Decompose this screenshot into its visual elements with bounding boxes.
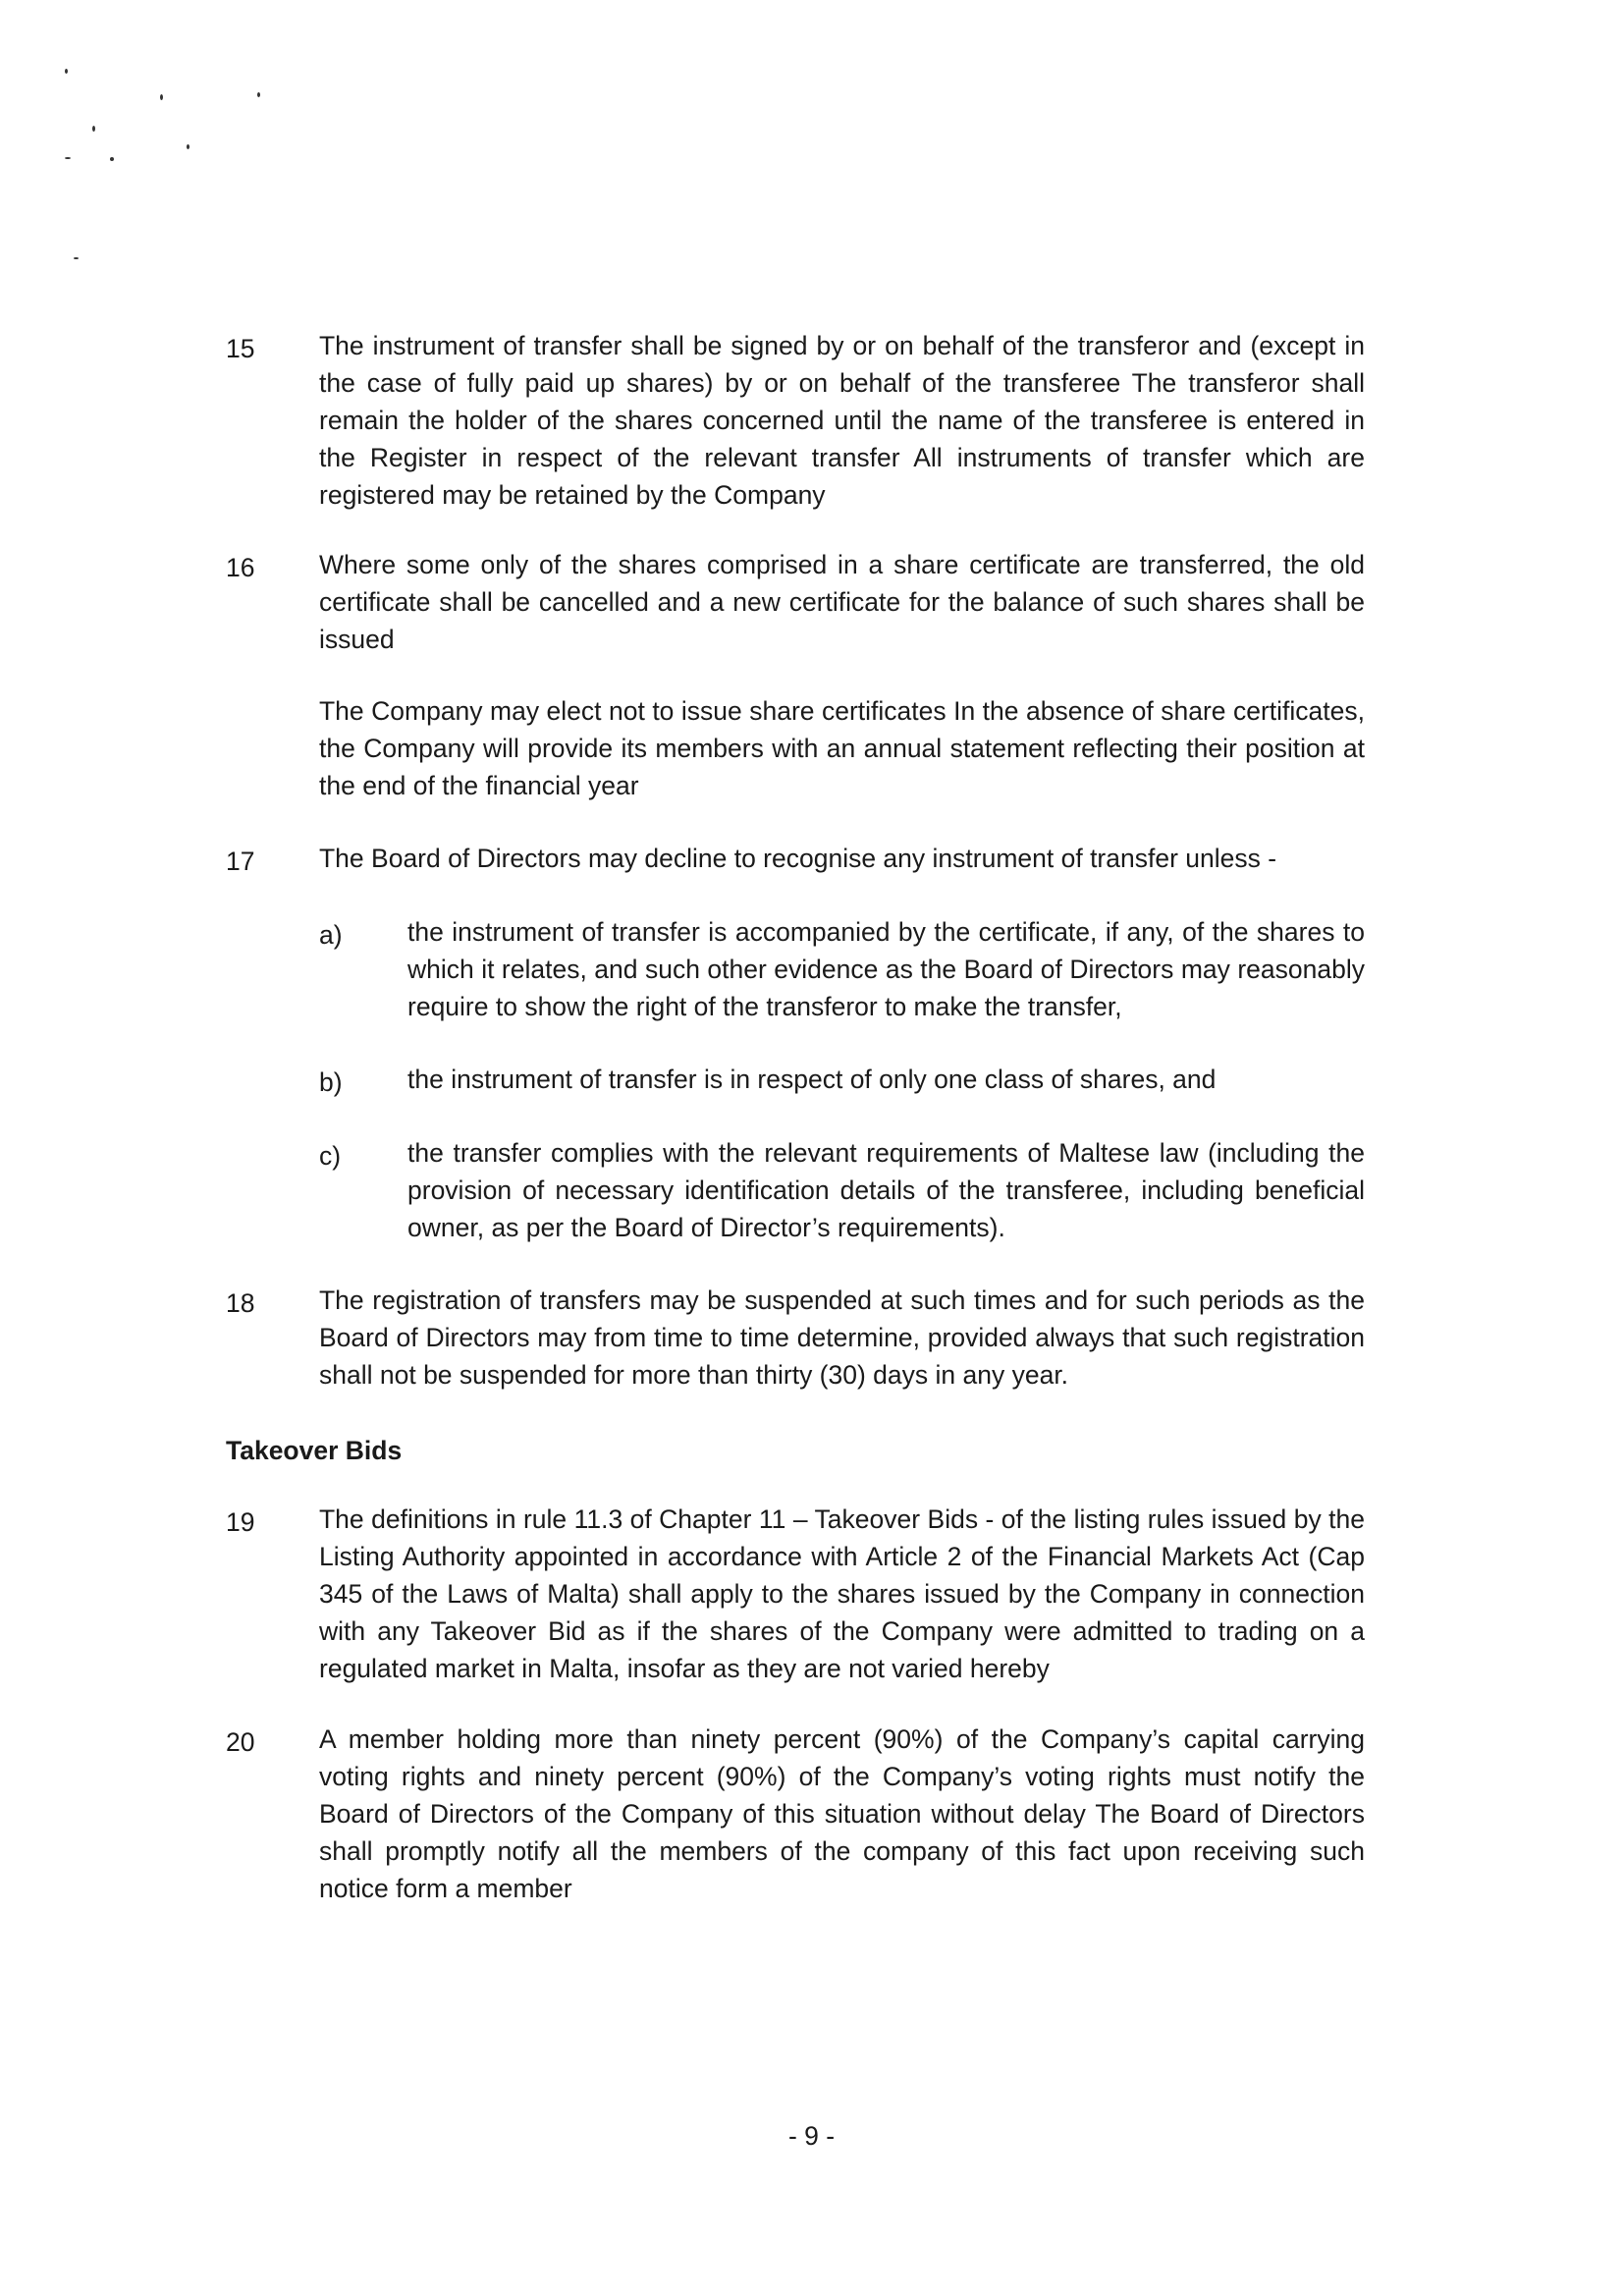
clause-number: 18: [226, 1288, 255, 1318]
scan-speck: [257, 92, 260, 97]
scan-speck: [65, 157, 71, 159]
clause-number: 15: [226, 334, 255, 363]
clause-number: 20: [226, 1727, 255, 1757]
item-text: the instrument of transfer is in respect of only one class of shares, and: [407, 1065, 1217, 1094]
clause-text: The instrument of transfer shall be signed by or on behalf of the transferor and (except in the case of fully paid up shares) by or on behalf of the transferee The transferor shall remain the holder of the shares concerned until the name of the transferee is entered in the Register in respect of the relevant transfer All instruments of transfer which are registered may be retained by the Company: [319, 331, 1365, 510]
clause-17-item-a: [319, 913, 1365, 1025]
scan-speck: [65, 69, 68, 74]
clause-20: [226, 1721, 1365, 1907]
clause-16: [226, 546, 1365, 658]
clause-17-item-c: [319, 1134, 1365, 1246]
item-letter: b): [319, 1067, 343, 1097]
clause-text: A member holding more than ninety percent (90%) of the Company’s capital carrying voting rights and ninety percent (90%) of the Company’s voting rights must notify the Board of Directors of the Company of this situation without delay The Board of Directors shall promptly notify all the members of the company of this fact upon receiving such notice form a member: [319, 1724, 1365, 1903]
scan-speck: [110, 157, 114, 161]
scan-speck: [160, 94, 163, 100]
clause-17: [226, 840, 1365, 877]
clause-text: The registration of transfers may be suspended at such times and for such periods as the Board of Directors may from time to time determine, provided always that such registration shall not be suspended for more than thirty (30) days in any year.: [319, 1285, 1365, 1390]
item-text: the instrument of transfer is accompanied by the certificate, if any, of the shares to which it relates, and such other evidence as the Board of Directors may reasonably require to show the right of the transferor to make the transfer,: [407, 917, 1365, 1021]
clause-text: The Board of Directors may decline to recognise any instrument of transfer unless -: [319, 844, 1277, 873]
clause-16-paragraph: The Company may elect not to issue share certificates In the absence of share certificates, the Company will provide its members with an annual statement reflecting their position at the end of the financial year: [319, 696, 1365, 800]
page-number: - 9 -: [787, 2121, 836, 2151]
scan-speck: [74, 257, 79, 259]
clause-number: 16: [226, 553, 255, 582]
section-heading: Takeover Bids: [226, 1436, 403, 1465]
clause-19: [226, 1501, 1365, 1687]
clause-number: 17: [226, 847, 255, 876]
clause-text: The definitions in rule 11.3 of Chapter 11 – Takeover Bids - of the listing rules issued by the Listing Authority appointed in accordance with Article 2 of the Financial Markets Act (Cap 345 of the Laws of Malta) shall apply to the shares issued by the Company in connection with any Takeover Bid as if the shares of the Company were admitted to trading on a regulated market in Malta, insofar as they are not varied hereby: [319, 1504, 1365, 1683]
clause-18: [226, 1282, 1365, 1394]
scan-speck: [187, 144, 189, 149]
clause-text: Where some only of the shares comprised in a share certificate are transferred, the old certificate shall be cancelled and a new certificate for the balance of such shares shall be issued: [319, 550, 1365, 654]
clause-15: [226, 327, 1365, 514]
clause-17-item-b: [319, 1061, 1365, 1098]
item-letter: c): [319, 1141, 342, 1171]
item-letter: a): [319, 920, 343, 950]
scan-speck: [92, 126, 95, 132]
clause-number: 19: [226, 1507, 255, 1537]
item-text: the transfer complies with the relevant requirements of Maltese law (including the provision of necessary identification details of the transferee, including beneficial owner, as per the Board of Director’s requirements).: [407, 1138, 1365, 1242]
